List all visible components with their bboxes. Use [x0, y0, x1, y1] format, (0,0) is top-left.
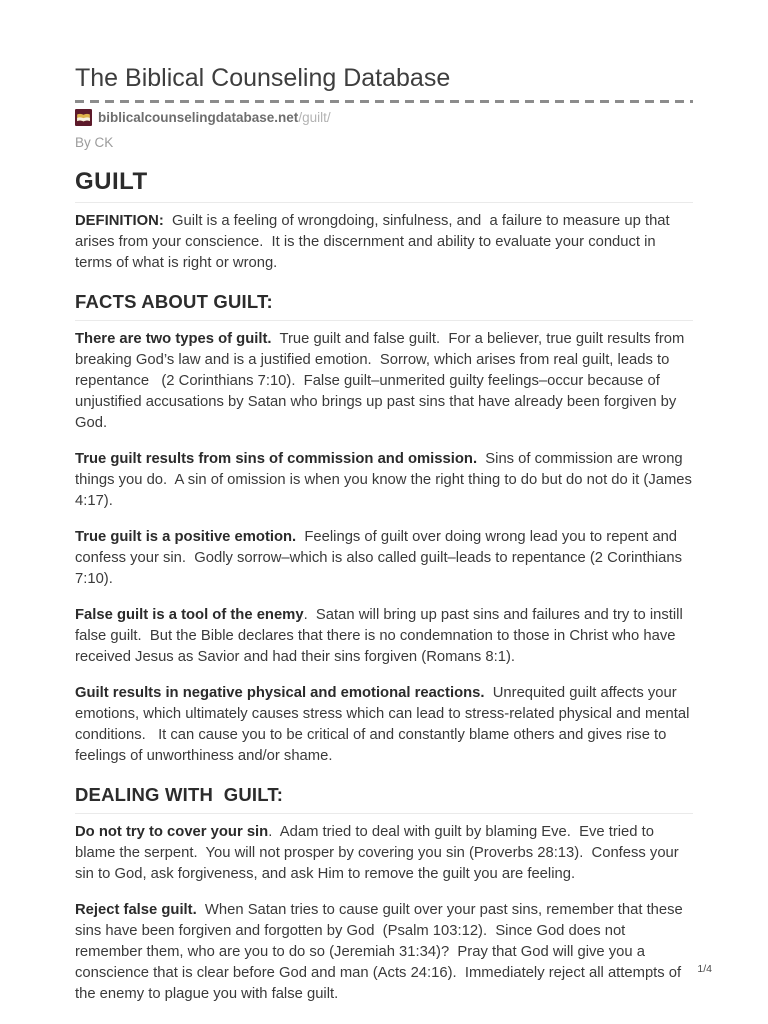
source-row	[75, 109, 693, 126]
source-path: /guilt/	[298, 110, 331, 125]
byline: By CK	[75, 135, 114, 150]
paragraph-text: . Satan will bring up past sins and failures and try to instill false guilt. But the Bible declares that there is no condemnation to those in Christ who have received Jesus as Savior and had their sins forgiven (Romans 8:1).	[75, 607, 687, 665]
site-title: The Biblical Counseling Database	[75, 64, 451, 92]
paragraph	[75, 527, 693, 590]
article-title: GUILT	[75, 168, 693, 203]
paragraph-lead: False guilt is a tool of the enemy	[75, 607, 304, 623]
paragraph-lead: There are two types of guilt.	[75, 331, 272, 347]
definition-paragraph	[75, 211, 693, 274]
open-book-icon	[75, 109, 92, 126]
paragraph-lead: Do not try to cover your sin	[75, 824, 269, 840]
paragraph	[75, 605, 693, 668]
dashed-divider	[75, 100, 693, 103]
source-url	[98, 109, 331, 126]
paragraph	[75, 822, 693, 885]
paragraph-text: Feelings of guilt over doing wrong lead you to repent and confess your sin. Godly sorrow–which is also called guilt–leads to repentance (2 Corinthians 7:10).	[75, 529, 687, 587]
paragraph-text: . Adam tried to deal with guilt by blaming Eve. Eve tried to blame the serpent. You will not prosper by covering you sin (Proverbs 28:13). Confess your sin to God, ask forgiveness, and ask Him to remove the guilt you are feeling.	[75, 824, 683, 882]
paragraph-lead: True guilt results from sins of commission and omission.	[75, 451, 478, 467]
paragraph-text: Sins of commission are wrong things you do. A sin of omission is when you know the right thing to do but do not do it (James 4:17).	[75, 451, 697, 509]
paragraph	[75, 449, 697, 512]
paragraph-lead: Reject false guilt.	[75, 902, 197, 918]
section-heading-facts: FACTS ABOUT GUILT:	[75, 291, 693, 321]
paragraph-text: True guilt and false guilt. For a believer, true guilt results from breaking God’s law and is a justified emotion. Sorrow, which arises from real guilt, leads to repentance (2 Corinthians 7:10). False guilt–unmerited guilty feelings–occur because of unjustified accusations by Satan who brings up past sins that have already been forgiven by God.	[75, 331, 689, 431]
section-heading-dealing: DEALING WITH GUILT:	[75, 784, 693, 814]
definition-label: DEFINITION:	[75, 213, 164, 229]
paragraph-text: When Satan tries to cause guilt over your past sins, remember that these sins have been forgiven and forgotten by God (Psalm 103:12). Since God does not remember them, who are you to do so (Jeremiah 31:34)? Pray that God will give you a conscience that is clear before God and man (Acts 24:16). Immediately reject all attempts of the enemy to plague you with false guilt.	[75, 902, 687, 1002]
paragraph-lead: Guilt results in negative physical and emotional reactions.	[75, 685, 485, 701]
paragraph-text: Unrequited guilt affects your emotions, which ultimately causes stress which can lead to stress-related physical and mental conditions. It can cause you to be critical of and constantly blame others and gives rise to feelings of unworthiness and/or shame.	[75, 685, 694, 764]
definition-text: Guilt is a feeling of wrongdoing, sinfulness, and a failure to measure up that arises from your conscience. It is the discernment and ability to evaluate your conduct in terms of what is right or wrong.	[75, 213, 674, 271]
paragraph	[75, 683, 693, 767]
page-number: 1/4	[697, 963, 712, 975]
paragraph	[75, 329, 693, 434]
paragraph	[75, 900, 693, 1005]
paragraph-lead: True guilt is a positive emotion.	[75, 529, 297, 545]
source-domain: biblicalcounselingdatabase.net	[98, 110, 299, 125]
